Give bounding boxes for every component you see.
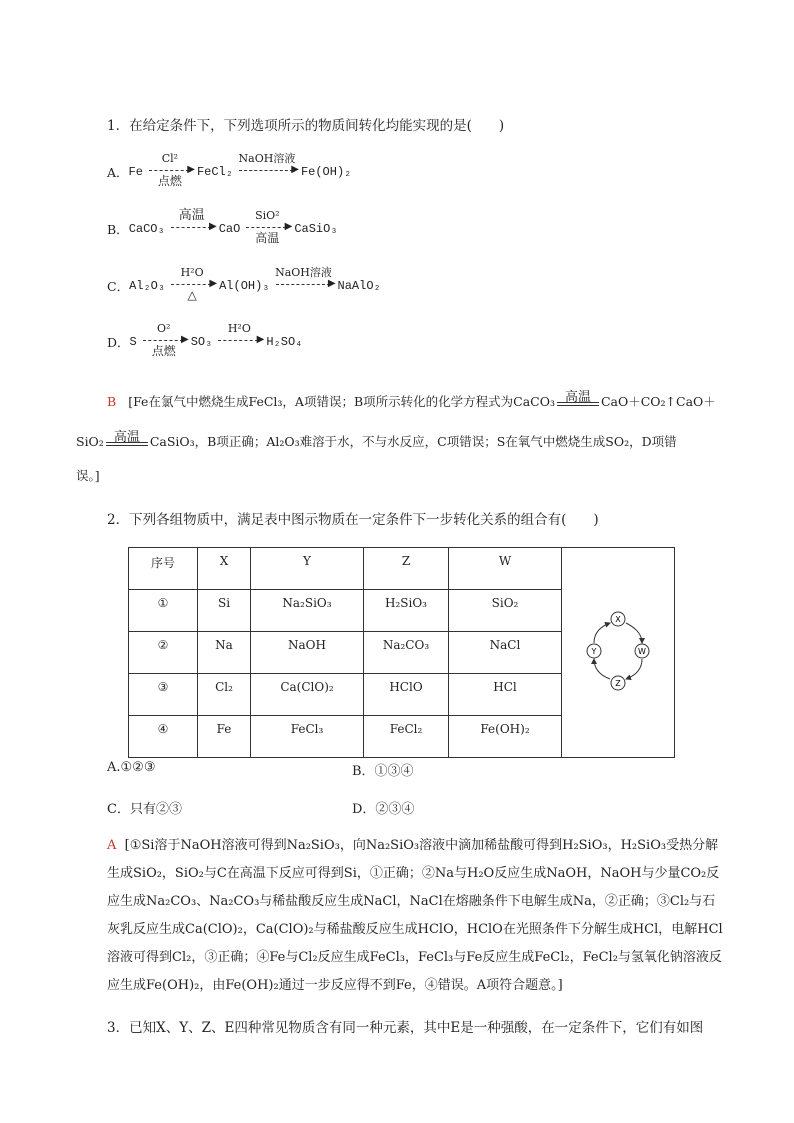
q1-answer-line-1 xyxy=(107,386,716,416)
table-cell: Fe xyxy=(198,716,251,758)
table-header: 序号 xyxy=(129,548,198,590)
q1-option-b[interactable] xyxy=(107,209,338,249)
condition-sign: 高温 xyxy=(104,426,150,456)
reaction-arrow: H²O ▶ xyxy=(214,322,264,362)
q2-table-wrapper xyxy=(128,547,675,758)
reaction-arrow: NaOH溶液 ▶ xyxy=(275,266,336,289)
table-cell: Si xyxy=(198,590,251,632)
q1-option-d[interactable] xyxy=(107,322,302,362)
table-cell: Ca(ClO)₂ xyxy=(251,674,364,716)
formula: S xyxy=(129,335,137,349)
option-label: A． xyxy=(107,165,129,180)
answer-key: A xyxy=(107,838,117,853)
formula: SO₃ xyxy=(190,335,213,349)
table-cell: NaOH xyxy=(251,632,364,674)
option-label: D． xyxy=(107,335,130,350)
table-cell: Na xyxy=(198,632,251,674)
q1-answer-line-2 xyxy=(76,426,677,456)
table-cell: Na₂CO₃ xyxy=(364,632,449,674)
formula: FeCl₂ xyxy=(196,165,233,179)
q2-option-b[interactable]: B．①③④ xyxy=(352,764,414,779)
q2-option-a[interactable]: A.①②③ xyxy=(107,760,156,775)
table-cell: ④ xyxy=(129,716,198,758)
cycle-diagram-cell xyxy=(562,548,675,758)
option-label: C． xyxy=(107,279,130,294)
reaction-arrow: NaOH溶液 ▶ xyxy=(238,152,299,175)
option-label: B． xyxy=(107,222,129,237)
answer-text: CaO＋CO₂↑CaO＋ xyxy=(600,394,716,409)
cycle-diagram xyxy=(562,601,674,701)
node-y: Y xyxy=(591,647,597,656)
table-cell: FeCl₃ xyxy=(251,716,364,758)
formula: Fe xyxy=(128,165,143,179)
node-z: Z xyxy=(615,679,621,688)
reaction-arrow: O² ▶ 点燃 xyxy=(139,322,189,362)
table-cell: H₂SiO₃ xyxy=(364,590,449,632)
table-header-row xyxy=(129,548,675,590)
condition-sign: 高温 xyxy=(555,386,601,416)
formula: CaSiO₃ xyxy=(294,222,338,236)
table-cell: Cl₂ xyxy=(198,674,251,716)
q1-option-c[interactable] xyxy=(107,266,381,306)
answer-key: B xyxy=(107,393,117,409)
question-2-stem: 2．下列各组物质中，满足表中图示物质在一定条件下一步转化关系的组合有( ) xyxy=(107,512,599,528)
table-cell: Na₂SiO₃ xyxy=(251,590,364,632)
formula: H₂SO₄ xyxy=(266,335,303,349)
reaction-arrow: Cl² ▶ 点燃 xyxy=(145,152,195,192)
table-cell: HCl xyxy=(449,674,562,716)
q2-table xyxy=(128,547,675,758)
q1-answer-line-3: 误。] xyxy=(76,468,100,483)
formula: NaAlO₂ xyxy=(337,279,381,293)
q2-option-d[interactable]: D．②③④ xyxy=(352,802,415,817)
table-cell: FeCl₂ xyxy=(364,716,449,758)
reaction-arrow: 高温 ▶ xyxy=(167,209,217,249)
question-1-stem: 1．在给定条件下，下列选项所示的物质间转化均能实现的是( ) xyxy=(107,118,505,134)
q2-option-c[interactable]: C．只有②③ xyxy=(107,802,182,817)
formula: CaCO₃ xyxy=(128,222,165,236)
table-cell: ① xyxy=(129,590,198,632)
formula: CaO xyxy=(218,222,241,236)
node-w: W xyxy=(638,647,646,656)
formula: Al₂O₃ xyxy=(129,279,166,293)
reaction-arrow: H²O ▶ △ xyxy=(167,266,217,306)
table-header: X xyxy=(198,548,251,590)
table-cell: Fe(OH)₂ xyxy=(449,716,562,758)
question-3-stem: 3．已知X、Y、Z、E四种常见物质含有同一种元素，其中E是一种强酸，在一定条件下，它们有如图 xyxy=(107,1020,704,1036)
answer-text: [①Si溶于NaOH溶液可得到Na₂SiO₃，向Na₂SiO₃溶液中滴加稀盐酸可得到H₂SiO₃，H₂SiO₃受热分解生成SiO₂，SiO₂与C在高温下反应可得到Si，①正确；②Na与H₂O反应生成NaOH，NaOH与少量CO₂反应生成Na₂CO₃、Na₂CO₃与稀盐酸反应生成NaCl，NaCl在熔融条件下电解生成Na，②正确；③Cl₂与石灰乳反应生成Ca(ClO)₂，Ca(ClO)₂与稀盐酸反应生成HClO，HClO在光照条件下分解生成HCl，电解HCl溶液可得到Cl₂，③正确；④Fe与Cl₂反应生成FeCl₃，FeCl₃与Fe反应生成FeCl₂，FeCl₂与氢氧化钠溶液反应生成Fe(OH)₂，由Fe(OH)₂通过一步反应得不到Fe，④错误。A项符合题意。] xyxy=(107,838,723,993)
table-cell: NaCl xyxy=(449,632,562,674)
table-header: Z xyxy=(364,548,449,590)
formula: Al(OH)₃ xyxy=(219,279,270,293)
q1-option-a[interactable] xyxy=(107,152,351,192)
table-cell: ② xyxy=(129,632,198,674)
node-x: X xyxy=(615,615,621,624)
table-cell: ③ xyxy=(129,674,198,716)
q2-answer xyxy=(107,832,723,1000)
formula: Fe(OH)₂ xyxy=(300,165,352,179)
answer-text: CaSiO₃，B项正确；Al₂O₃难溶于水，不与水反应，C项错误；S在氧气中燃烧生成SO₂，D项错 xyxy=(149,434,677,449)
reaction-arrow: SiO² ▶ 高温 xyxy=(242,209,292,249)
answer-text: SiO₂ xyxy=(76,433,104,449)
table-cell: SiO₂ xyxy=(449,590,562,632)
answer-text: [Fe在氯气中燃烧生成FeCl₃，A项错误；B项所示转化的化学方程式为CaCO₃ xyxy=(128,394,555,409)
table-header: Y xyxy=(251,548,364,590)
table-cell: HClO xyxy=(364,674,449,716)
table-header: W xyxy=(449,548,562,590)
